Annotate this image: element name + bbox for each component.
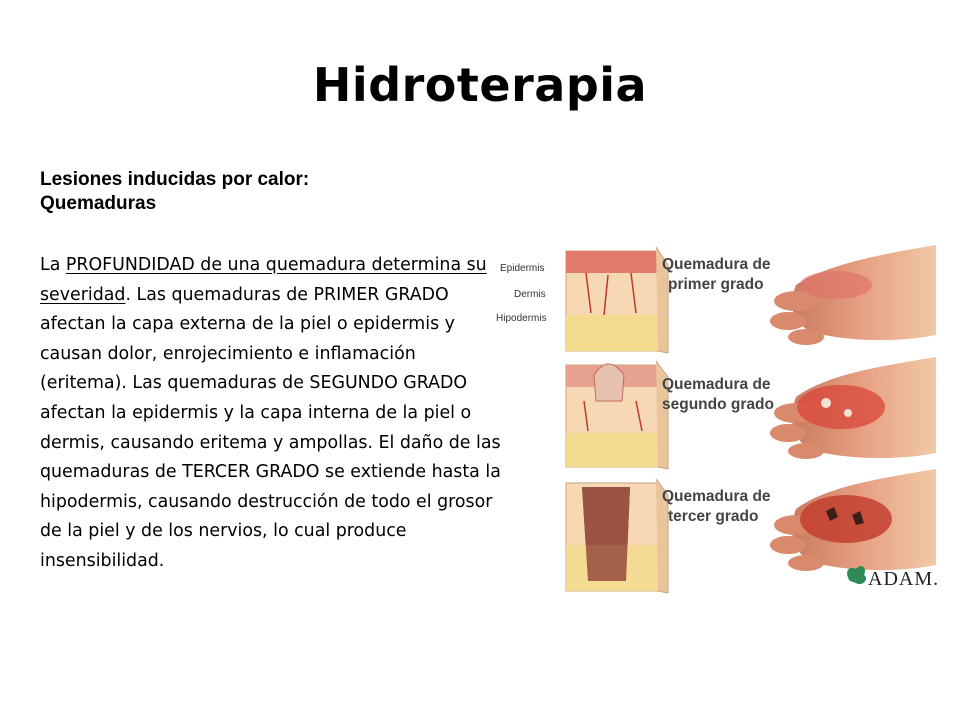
hand-first-degree	[770, 245, 936, 345]
body-rest: . Las quemaduras de PRIMER GRADO afectan la capa externa de la piel o epidermis y causan dolor, enrojecimiento e inflamación (eritema). Las quemaduras de SEGUNDO GRADO afectan la epidermis y la capa interna de la piel o dermis, causando eritema y ampollas. El daño de las quemaduras de TERCER GRADO se extiende hasta la hipodermis, causando destrucción de todo el grosor de la piel y de los nervios, lo cual produce insensibilidad.	[40, 284, 501, 571]
body-paragraph	[40, 251, 502, 577]
caption-third-degree-line-2: tercer grado	[668, 508, 759, 525]
skin-section-second-degree	[566, 361, 668, 469]
page-title: Hidroterapia	[312, 58, 648, 112]
subtitle-line-1: Lesiones inducidas por calor:	[40, 169, 310, 190]
caption-third-degree-line-1: Quemadura de	[662, 488, 771, 505]
skin-section-first-degree	[566, 247, 668, 353]
leaf-icon	[847, 566, 866, 584]
adam-logo	[847, 566, 939, 590]
caption-second-degree-line-1: Quemadura de	[662, 376, 771, 393]
layer-label-epidermis: Epidermis	[500, 263, 545, 274]
layer-label-dermis: Dermis	[514, 289, 546, 300]
layer-label-hipodermis: Hipodermis	[496, 313, 547, 324]
hand-third-degree	[770, 469, 936, 571]
subtitle-line-2: Quemaduras	[40, 193, 157, 214]
burn-degrees-illustration	[496, 225, 944, 605]
body-intro: La	[40, 255, 66, 275]
skin-section-third-degree	[566, 479, 668, 593]
hand-second-degree	[770, 357, 936, 459]
caption-second-degree-line-2: segundo grado	[662, 396, 774, 413]
caption-first-degree-line-1: Quemadura de	[662, 256, 771, 273]
body-underlined-phrase: PROFUNDIDAD de una quemadura determina su severidad	[40, 255, 487, 305]
caption-first-degree-line-2: primer grado	[668, 276, 764, 293]
adam-logo-text: ADAM.	[868, 568, 940, 590]
section-subtitle	[40, 168, 460, 216]
